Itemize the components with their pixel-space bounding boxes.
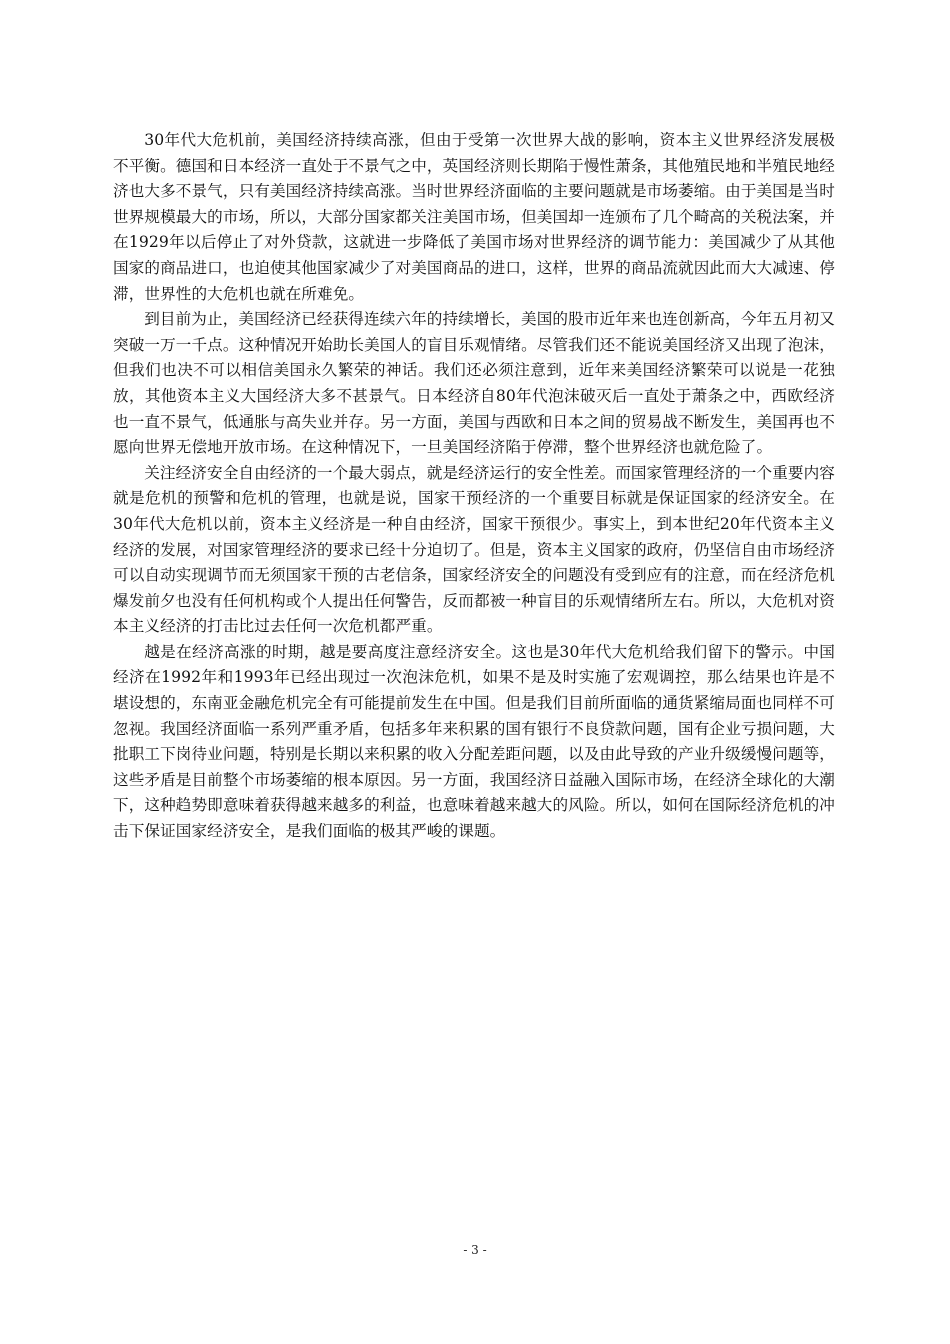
paragraph-3: 关注经济安全自由经济的一个最大弱点，就是经济运行的安全性差。而国家管理经济的一个重要内容就是危机的预警和危机的管理，也就是说，国家干预经济的一个重要目标就是保证国家的经济安全。在30年代大危机以前，资本主义经济是一种自由经济，国家干预很少。事实上，到本世纪20年代资本主义经济的发展，对国家管理经济的要求已经十分迫切了。但是，资本主义国家的政府，仍坚信自由市场经济可以自动实现调节而无须国家干预的古老信条，国家经济安全的问题没有受到应有的注意，而在经济危机爆发前夕也没有任何机构或个人提出任何警告，反而都被一种盲目的乐观情绪所左右。所以，大危机对资本主义经济的打击比过去任何一次危机都严重。 [113,463,835,636]
paragraph-2: 到目前为止，美国经济已经获得连续六年的持续增长，美国的股市近年来也连创新高，今年五月初又突破一万一千点。这种情况开始助长美国人的盲目乐观情绪。尽管我们还不能说美国经济又出现了泡沫，但我们也决不可以相信美国永久繁荣的神话。我们还必须注意到，近年来美国经济繁荣可以说是一花独放，其他资本主义大国经济大多不甚景气。日本经济自80年代泡沫破灭后一直处于萧条之中，西欧经济也一直不景气，低通胀与高失业并存。另一方面，美国与西欧和日本之间的贸易战不断发生，美国再也不愿向世界无偿地开放市场。在这种情况下，一旦美国经济陷于停滞，整个世界经济也就危险了。 [113,310,835,457]
page-number: - 3 - [463,1243,487,1257]
paragraph-4: 越是在经济高涨的时期，越是要高度注意经济安全。这也是30年代大危机给我们留下的警示。中国经济在1992年和1993年已经出现过一次泡沫危机，如果不是及时实施了宏观调控，那么结果也许是不堪设想的，东南亚金融危机完全有可能提前发生在中国。但是我们目前所面临的通货紧缩局面也同样不可忽视。我国经济面临一系列严重矛盾，包括多年来积累的国有银行不良贷款问题，国有企业亏损问题，大批职工下岗待业问题，特别是长期以来积累的收入分配差距问题，以及由此导致的产业升级缓慢问题等，这些矛盾是目前整个市场萎缩的根本原因。另一方面，我国经济日益融入国际市场，在经济全球化的大潮下，这种趋势即意味着获得越来越多的利益，也意味着越来越大的风险。所以，如何在国际经济危机的冲击下保证国家经济安全，是我们面临的极其严峻的课题。 [113,642,835,841]
document-body [113,128,835,845]
paragraph-1: 30年代大危机前，美国经济持续高涨，但由于受第一次世界大战的影响，资本主义世界经济发展极不平衡。德国和日本经济一直处于不景气之中，英国经济则长期陷于慢性萧条，其他殖民地和半殖民地经济也大多不景气，只有美国经济持续高涨。当时世界经济面临的主要问题就是市场萎缩。由于美国是当时世界规模最大的市场，所以，大部分国家都关注美国市场，但美国却一连颁布了几个畸高的关税法案，并在1929年以后停止了对外贷款，这就进一步降低了美国市场对世界经济的调节能力：美国减少了从其他国家的商品进口，也迫使其他国家减少了对美国商品的进口，这样，世界的商品流就因此而大大减速、停滞，世界性的大危机也就在所难免。 [113,131,835,303]
